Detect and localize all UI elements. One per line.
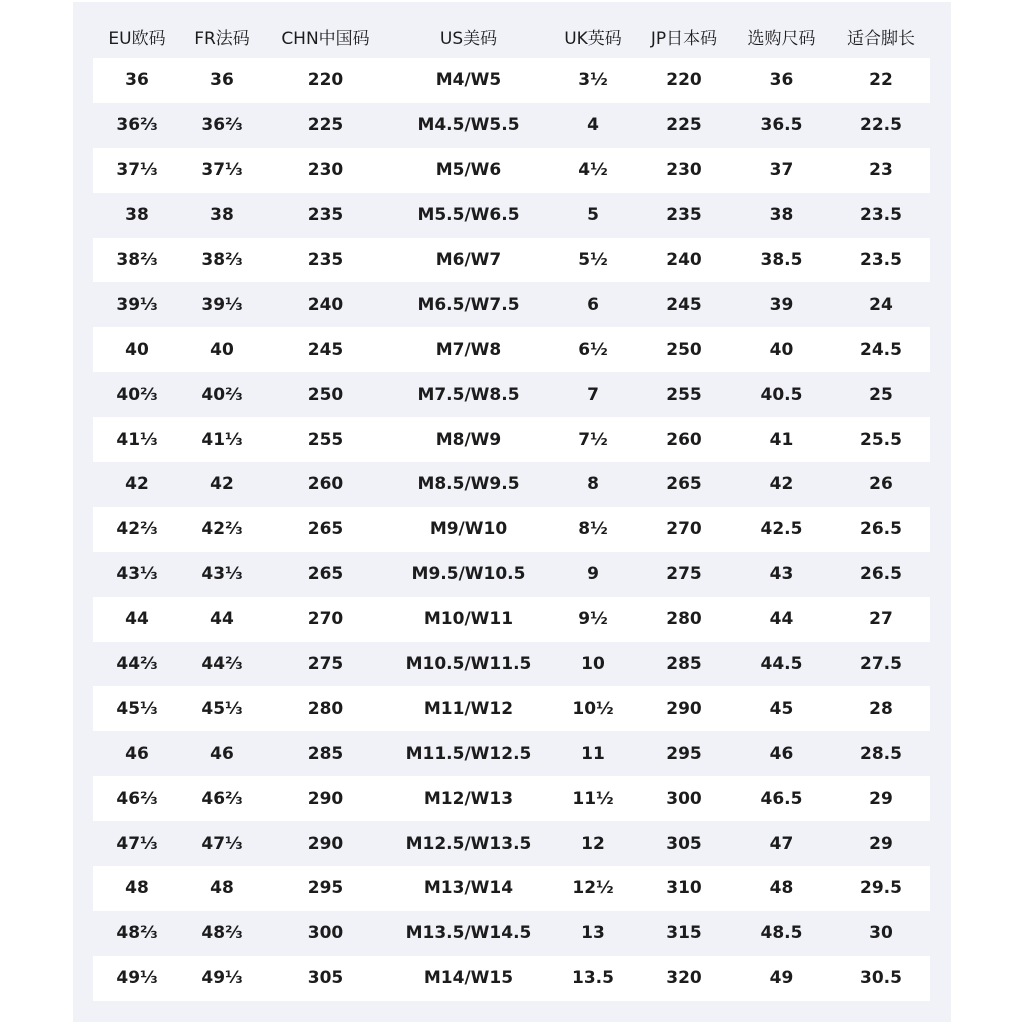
table-cell-fr: 45⅓ — [181, 686, 263, 731]
table-cell-fr: 40 — [181, 327, 263, 372]
table-cell-eu: 38 — [93, 193, 181, 238]
table-row — [93, 731, 930, 776]
table-cell-eu: 38⅔ — [93, 238, 181, 283]
table-cell-foot-length: 30.5 — [832, 956, 930, 1001]
table-row — [93, 821, 930, 866]
table-cell-uk: 7½ — [549, 417, 637, 462]
column-header-fr: FR法码 — [194, 28, 250, 49]
table-cell-foot-length: 23.5 — [832, 193, 930, 238]
table-cell-jp: 305 — [637, 821, 731, 866]
table-cell-foot-length: 24 — [832, 282, 930, 327]
table-cell-foot-length: 26.5 — [832, 552, 930, 597]
table-row — [93, 552, 930, 597]
table-cell-chn: 230 — [263, 148, 388, 193]
table-cell-chn: 265 — [263, 552, 388, 597]
table-cell-jp: 295 — [637, 731, 731, 776]
table-cell-jp: 315 — [637, 911, 731, 956]
column-header-eu: EU欧码 — [108, 28, 166, 49]
table-cell-uk: 9 — [549, 552, 637, 597]
table-cell-eu: 45⅓ — [93, 686, 181, 731]
table-cell-us: M11.5/W12.5 — [388, 731, 549, 776]
table-cell-eu: 44 — [93, 597, 181, 642]
table-cell-uk: 12½ — [549, 866, 637, 911]
table-cell-jp: 310 — [637, 866, 731, 911]
table-cell-jp: 255 — [637, 372, 731, 417]
table-cell-eu: 36⅔ — [93, 103, 181, 148]
table-cell-fr: 48 — [181, 866, 263, 911]
table-cell-us: M13/W14 — [388, 866, 549, 911]
table-cell-us: M7/W8 — [388, 327, 549, 372]
table-body — [93, 58, 930, 1001]
table-cell-purchase-size: 43 — [731, 552, 832, 597]
table-cell-jp: 300 — [637, 776, 731, 821]
table-cell-uk: 4½ — [549, 148, 637, 193]
table-cell-jp: 240 — [637, 238, 731, 283]
table-cell-uk: 11½ — [549, 776, 637, 821]
table-cell-jp: 225 — [637, 103, 731, 148]
table-header-row — [93, 14, 930, 58]
table-cell-uk: 3½ — [549, 58, 637, 103]
table-cell-chn: 270 — [263, 597, 388, 642]
table-cell-chn: 225 — [263, 103, 388, 148]
table-cell-chn: 265 — [263, 507, 388, 552]
table-cell-chn: 285 — [263, 731, 388, 776]
table-row — [93, 148, 930, 193]
table-cell-jp: 260 — [637, 417, 731, 462]
table-cell-fr: 48⅔ — [181, 911, 263, 956]
table-cell-fr: 38 — [181, 193, 263, 238]
table-cell-fr: 37⅓ — [181, 148, 263, 193]
table-cell-purchase-size: 46.5 — [731, 776, 832, 821]
table-cell-chn: 240 — [263, 282, 388, 327]
table-cell-fr: 36 — [181, 58, 263, 103]
table-cell-us: M4/W5 — [388, 58, 549, 103]
table-cell-foot-length: 29 — [832, 821, 930, 866]
table-cell-chn: 245 — [263, 327, 388, 372]
table-cell-purchase-size: 38 — [731, 193, 832, 238]
table-cell-chn: 290 — [263, 821, 388, 866]
table-cell-chn: 275 — [263, 642, 388, 687]
table-cell-jp: 265 — [637, 462, 731, 507]
table-cell-eu: 42⅔ — [93, 507, 181, 552]
table-cell-fr: 47⅓ — [181, 821, 263, 866]
table-cell-us: M6.5/W7.5 — [388, 282, 549, 327]
table-cell-fr: 42 — [181, 462, 263, 507]
table-cell-fr: 40⅔ — [181, 372, 263, 417]
column-header-us: US美码 — [439, 28, 498, 49]
table-cell-us: M8/W9 — [388, 417, 549, 462]
table-cell-jp: 245 — [637, 282, 731, 327]
table-cell-eu: 47⅓ — [93, 821, 181, 866]
table-cell-us: M5.5/W6.5 — [388, 193, 549, 238]
table-cell-us: M12/W13 — [388, 776, 549, 821]
table-cell-purchase-size: 42 — [731, 462, 832, 507]
table-cell-foot-length: 30 — [832, 911, 930, 956]
column-header-foot-length: 适合脚长 — [847, 28, 915, 49]
table-cell-eu: 40 — [93, 327, 181, 372]
table-row — [93, 642, 930, 687]
table-cell-purchase-size: 48 — [731, 866, 832, 911]
table-cell-fr: 46 — [181, 731, 263, 776]
table-cell-purchase-size: 37 — [731, 148, 832, 193]
table-cell-us: M10.5/W11.5 — [388, 642, 549, 687]
table-cell-us: M9/W10 — [388, 507, 549, 552]
table-cell-purchase-size: 42.5 — [731, 507, 832, 552]
table-cell-uk: 8½ — [549, 507, 637, 552]
table-row — [93, 238, 930, 283]
table-cell-foot-length: 27 — [832, 597, 930, 642]
table-cell-purchase-size: 36 — [731, 58, 832, 103]
table-cell-foot-length: 26.5 — [832, 507, 930, 552]
table-cell-eu: 40⅔ — [93, 372, 181, 417]
table-cell-fr: 44 — [181, 597, 263, 642]
table-cell-purchase-size: 44.5 — [731, 642, 832, 687]
column-header-jp: JP日本码 — [650, 28, 718, 49]
table-cell-eu: 41⅓ — [93, 417, 181, 462]
table-row — [93, 282, 930, 327]
table-cell-eu: 39⅓ — [93, 282, 181, 327]
table-cell-uk: 12 — [549, 821, 637, 866]
table-cell-foot-length: 29.5 — [832, 866, 930, 911]
table-cell-chn: 235 — [263, 193, 388, 238]
table-cell-jp: 235 — [637, 193, 731, 238]
table-cell-jp: 250 — [637, 327, 731, 372]
table-row — [93, 686, 930, 731]
table-cell-purchase-size: 47 — [731, 821, 832, 866]
table-row — [93, 193, 930, 238]
column-header-uk: UK英码 — [564, 28, 622, 49]
table-cell-uk: 10 — [549, 642, 637, 687]
table-cell-foot-length: 26 — [832, 462, 930, 507]
table-cell-chn: 250 — [263, 372, 388, 417]
table-row — [93, 462, 930, 507]
table-cell-chn: 255 — [263, 417, 388, 462]
table-row — [93, 372, 930, 417]
table-cell-jp: 270 — [637, 507, 731, 552]
table-cell-eu: 46 — [93, 731, 181, 776]
table-cell-fr: 49⅓ — [181, 956, 263, 1001]
table-cell-fr: 38⅔ — [181, 238, 263, 283]
table-cell-foot-length: 25.5 — [832, 417, 930, 462]
table-cell-eu: 43⅓ — [93, 552, 181, 597]
table-row — [93, 911, 930, 956]
table-cell-chn: 280 — [263, 686, 388, 731]
table-cell-us: M11/W12 — [388, 686, 549, 731]
table-cell-us: M7.5/W8.5 — [388, 372, 549, 417]
table-cell-us: M9.5/W10.5 — [388, 552, 549, 597]
table-row — [93, 58, 930, 103]
table-cell-foot-length: 28.5 — [832, 731, 930, 776]
column-header-chn: CHN中国码 — [281, 28, 370, 49]
column-header-purchase-size: 选购尺码 — [747, 28, 816, 49]
table-cell-uk: 13 — [549, 911, 637, 956]
table-cell-eu: 49⅓ — [93, 956, 181, 1001]
table-row — [93, 507, 930, 552]
table-cell-foot-length: 28 — [832, 686, 930, 731]
table-cell-chn: 295 — [263, 866, 388, 911]
shoe-size-table — [93, 14, 930, 1001]
table-cell-purchase-size: 40 — [731, 327, 832, 372]
table-cell-uk: 5½ — [549, 238, 637, 283]
table-cell-foot-length: 22.5 — [832, 103, 930, 148]
table-row — [93, 866, 930, 911]
table-cell-us: M13.5/W14.5 — [388, 911, 549, 956]
table-cell-us: M12.5/W13.5 — [388, 821, 549, 866]
table-cell-eu: 48 — [93, 866, 181, 911]
table-cell-uk: 8 — [549, 462, 637, 507]
table-cell-uk: 6 — [549, 282, 637, 327]
table-row — [93, 417, 930, 462]
table-cell-purchase-size: 48.5 — [731, 911, 832, 956]
table-cell-fr: 41⅓ — [181, 417, 263, 462]
table-cell-eu: 36 — [93, 58, 181, 103]
table-cell-fr: 36⅔ — [181, 103, 263, 148]
table-cell-uk: 6½ — [549, 327, 637, 372]
table-cell-foot-length: 22 — [832, 58, 930, 103]
table-cell-fr: 46⅔ — [181, 776, 263, 821]
table-cell-foot-length: 23.5 — [832, 238, 930, 283]
table-cell-eu: 44⅔ — [93, 642, 181, 687]
table-cell-fr: 44⅔ — [181, 642, 263, 687]
table-cell-uk: 11 — [549, 731, 637, 776]
table-cell-jp: 275 — [637, 552, 731, 597]
table-cell-fr: 42⅔ — [181, 507, 263, 552]
table-cell-us: M4.5/W5.5 — [388, 103, 549, 148]
table-cell-chn: 305 — [263, 956, 388, 1001]
table-row — [93, 776, 930, 821]
table-cell-fr: 39⅓ — [181, 282, 263, 327]
table-cell-foot-length: 24.5 — [832, 327, 930, 372]
table-cell-purchase-size: 40.5 — [731, 372, 832, 417]
table-cell-fr: 43⅓ — [181, 552, 263, 597]
table-cell-chn: 300 — [263, 911, 388, 956]
table-cell-purchase-size: 45 — [731, 686, 832, 731]
table-cell-purchase-size: 36.5 — [731, 103, 832, 148]
table-cell-us: M5/W6 — [388, 148, 549, 193]
table-cell-jp: 285 — [637, 642, 731, 687]
table-row — [93, 327, 930, 372]
table-cell-uk: 13.5 — [549, 956, 637, 1001]
table-row — [93, 956, 930, 1001]
table-cell-foot-length: 23 — [832, 148, 930, 193]
table-cell-purchase-size: 39 — [731, 282, 832, 327]
table-cell-foot-length: 27.5 — [832, 642, 930, 687]
table-cell-chn: 220 — [263, 58, 388, 103]
table-cell-eu: 48⅔ — [93, 911, 181, 956]
table-cell-purchase-size: 49 — [731, 956, 832, 1001]
table-cell-us: M14/W15 — [388, 956, 549, 1001]
table-cell-purchase-size: 46 — [731, 731, 832, 776]
table-cell-jp: 230 — [637, 148, 731, 193]
table-cell-foot-length: 29 — [832, 776, 930, 821]
table-cell-uk: 5 — [549, 193, 637, 238]
table-cell-uk: 4 — [549, 103, 637, 148]
table-cell-chn: 290 — [263, 776, 388, 821]
table-cell-jp: 220 — [637, 58, 731, 103]
table-cell-purchase-size: 44 — [731, 597, 832, 642]
table-cell-uk: 7 — [549, 372, 637, 417]
table-row — [93, 103, 930, 148]
table-cell-chn: 260 — [263, 462, 388, 507]
table-cell-us: M10/W11 — [388, 597, 549, 642]
table-cell-uk: 10½ — [549, 686, 637, 731]
table-cell-uk: 9½ — [549, 597, 637, 642]
table-cell-jp: 280 — [637, 597, 731, 642]
table-cell-us: M8.5/W9.5 — [388, 462, 549, 507]
table-cell-purchase-size: 41 — [731, 417, 832, 462]
table-row — [93, 597, 930, 642]
table-cell-purchase-size: 38.5 — [731, 238, 832, 283]
table-cell-eu: 37⅓ — [93, 148, 181, 193]
table-cell-us: M6/W7 — [388, 238, 549, 283]
table-cell-chn: 235 — [263, 238, 388, 283]
table-cell-foot-length: 25 — [832, 372, 930, 417]
table-cell-eu: 46⅔ — [93, 776, 181, 821]
table-cell-eu: 42 — [93, 462, 181, 507]
table-cell-jp: 320 — [637, 956, 731, 1001]
table-cell-jp: 290 — [637, 686, 731, 731]
